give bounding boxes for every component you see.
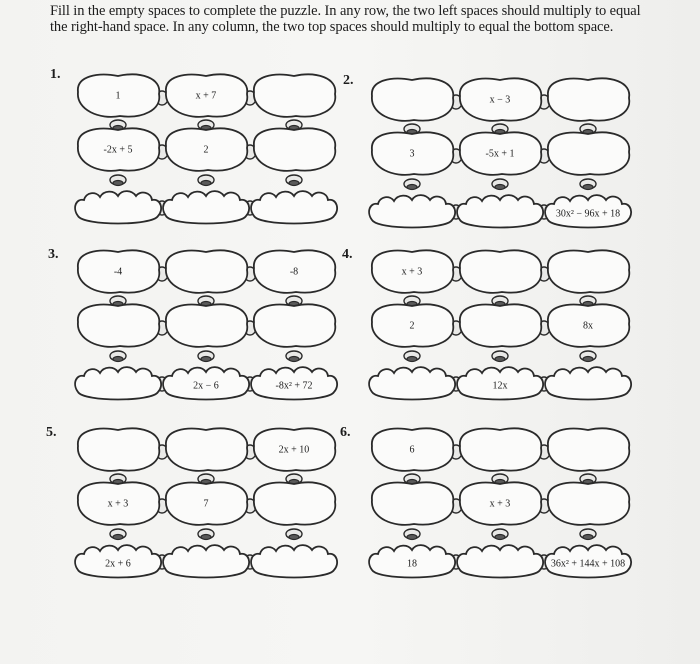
- cloud-cell-shape: [251, 191, 337, 223]
- puzzle-cell-text: 12x: [492, 380, 508, 392]
- puzzle-cell-text: 18: [407, 558, 417, 570]
- blob-cell-shape: [254, 74, 335, 116]
- cloud-cell-shape: [369, 195, 455, 227]
- connector-shadow: [289, 357, 299, 362]
- puzzle-cell-text: 36x² + 144x + 108: [550, 558, 626, 570]
- cloud-cell-shape: [369, 367, 455, 399]
- puzzle-cell-text: -8x² + 72: [275, 380, 313, 392]
- puzzle-cell-text: -5x + 1: [485, 148, 515, 160]
- connector-shadow: [407, 357, 417, 362]
- blob-cell-shape: [460, 428, 541, 470]
- cloud-cell-shape: [545, 367, 631, 399]
- connector-shadow: [289, 535, 299, 540]
- puzzle-cell-text: x + 3: [107, 498, 129, 510]
- puzzle-cell-text: 2: [409, 320, 415, 332]
- puzzle-cell-text: 2x − 6: [193, 380, 219, 392]
- puzzle-2: [360, 74, 640, 234]
- cloud-cell-shape: [251, 545, 337, 577]
- puzzle-cell-text: 2x + 6: [105, 558, 131, 570]
- puzzle-5: [66, 424, 346, 584]
- blob-cell-shape: [166, 304, 247, 346]
- puzzle-5-label: 5.: [46, 425, 57, 440]
- puzzle-cell-text: 1: [115, 90, 121, 102]
- puzzle-cell-text: -4: [113, 266, 123, 278]
- puzzle-cell-text: x + 7: [195, 90, 217, 102]
- connector-shadow: [201, 357, 211, 362]
- connector-shadow: [289, 181, 299, 186]
- blob-cell-shape: [166, 428, 247, 470]
- puzzle-3-label: 3.: [48, 247, 59, 262]
- puzzle-cell-text: -2x + 5: [103, 144, 133, 156]
- cloud-cell-shape: [163, 545, 249, 577]
- connector-shadow: [495, 185, 505, 190]
- cloud-cell-shape: [75, 191, 161, 223]
- connector-shadow: [583, 535, 593, 540]
- blob-cell-shape: [372, 78, 453, 120]
- puzzle-4-label: 4.: [342, 247, 353, 262]
- blob-cell-shape: [460, 304, 541, 346]
- blob-cell-shape: [254, 304, 335, 346]
- puzzle-6: [360, 424, 640, 584]
- cloud-cell-shape: [163, 191, 249, 223]
- puzzle-cell-text: 30x² − 96x + 18: [555, 208, 621, 220]
- puzzle-2-label: 2.: [343, 73, 354, 88]
- connector-shadow: [407, 185, 417, 190]
- blob-cell-shape: [254, 128, 335, 170]
- puzzle-cell-text: 2x + 10: [278, 444, 310, 456]
- puzzle-6-label: 6.: [340, 425, 351, 440]
- puzzle-1-label: 1.: [50, 67, 61, 82]
- puzzle-cell-text: x + 3: [401, 266, 423, 278]
- puzzle-cell-text: 6: [409, 444, 415, 456]
- puzzle-cell-text: 7: [203, 498, 209, 510]
- blob-cell-shape: [78, 304, 159, 346]
- connector-shadow: [583, 185, 593, 190]
- puzzle-cell-text: 2: [203, 144, 209, 156]
- puzzle-3: [66, 246, 346, 406]
- connector-shadow: [113, 535, 123, 540]
- puzzle-cell-text: x + 3: [489, 498, 511, 510]
- blob-cell-shape: [548, 482, 629, 524]
- blob-cell-shape: [78, 428, 159, 470]
- blob-cell-shape: [548, 78, 629, 120]
- blob-cell-shape: [548, 428, 629, 470]
- cloud-cell-shape: [75, 367, 161, 399]
- blob-cell-shape: [254, 482, 335, 524]
- cloud-cell-shape: [457, 195, 543, 227]
- connector-shadow: [113, 181, 123, 186]
- puzzle-cell-text: -8: [289, 266, 299, 278]
- puzzle-cell-text: 8x: [583, 320, 593, 332]
- puzzle-cell-text: x − 3: [489, 94, 511, 106]
- puzzle-cell-text: 3: [409, 148, 415, 160]
- puzzle-1: [66, 70, 346, 230]
- instructions-text: Fill in the empty spaces to complete the puzzle. In any row, the two left spaces should multiply to equal the right-hand space. In any column, the two top spaces should multiply to equal the bottom space.: [50, 3, 641, 35]
- cloud-cell-shape: [457, 545, 543, 577]
- connector-shadow: [201, 181, 211, 186]
- connector-shadow: [407, 535, 417, 540]
- blob-cell-shape: [548, 250, 629, 292]
- connector-shadow: [201, 535, 211, 540]
- connector-shadow: [113, 357, 123, 362]
- blob-cell-shape: [460, 250, 541, 292]
- puzzle-4: [360, 246, 640, 406]
- connector-shadow: [495, 535, 505, 540]
- blob-cell-shape: [166, 250, 247, 292]
- connector-shadow: [583, 357, 593, 362]
- blob-cell-shape: [548, 132, 629, 174]
- blob-cell-shape: [372, 482, 453, 524]
- connector-shadow: [495, 357, 505, 362]
